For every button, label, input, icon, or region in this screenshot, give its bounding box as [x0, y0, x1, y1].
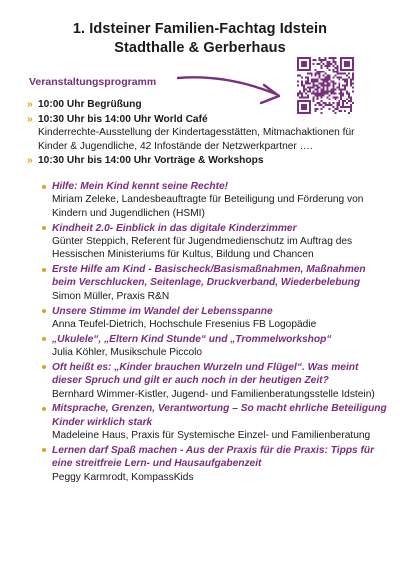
dot-icon — [42, 268, 46, 272]
talk-speaker: Madeleine Haus, Praxis für Systemische Einzel- und Familienberatung — [52, 430, 371, 442]
talk-speaker: Simon Müller, Praxis R&N — [52, 290, 170, 302]
talk-list — [52, 180, 390, 485]
page-subtitle: Stadthalle & Gerberhaus — [114, 40, 286, 56]
talk-item — [52, 305, 390, 332]
schedule-item-head: 10:30 Uhr bis 14:00 Uhr World Café — [38, 113, 208, 125]
talk-item — [52, 402, 390, 442]
dot-icon — [42, 448, 46, 452]
talk-item — [52, 263, 390, 303]
talk-title: Unsere Stimme im Wandel der Lebensspanne — [52, 305, 273, 317]
dot-icon — [42, 309, 46, 313]
double-chevron-icon: » — [27, 155, 33, 167]
talk-speaker: Anna Teufel-Dietrich, Hochschule Fresenius FB Logopädie — [52, 318, 317, 330]
schedule-list — [27, 98, 383, 169]
double-chevron-icon: » — [27, 99, 33, 110]
dot-icon — [42, 226, 46, 230]
schedule-item-head: 10:00 Uhr Begrüßung — [38, 99, 142, 110]
talk-item — [52, 222, 390, 262]
talk-item — [52, 333, 390, 360]
talk-item — [52, 361, 390, 401]
talk-speaker: Günter Steppich, Referent für Jugendmedienschutz im Auftrag des Hessischen Ministeriums für Kultus, Bildung und Chancen — [52, 235, 353, 261]
schedule-item — [27, 98, 383, 112]
talk-item — [52, 444, 390, 484]
schedule-item — [27, 154, 383, 168]
talk-item — [52, 180, 390, 220]
talk-title: Mitsprache, Grenzen, Verantwortung – So macht ehrliche Beteiligung Kinder wirklich stark — [52, 403, 387, 428]
talk-speaker: Julia Köhler, Musikschule Piccolo — [52, 347, 203, 359]
schedule-item-head: 10:30 Uhr bis 14:00 Uhr Vorträge & Workshops — [38, 155, 264, 167]
talk-speaker: Peggy Karmrodt, KompassKids — [52, 471, 194, 483]
talk-title: „Ukulele“, „Eltern Kind Stunde“ und „Trommelworkshop“ — [52, 333, 332, 345]
page-title: 1. Idsteiner Familien-Fachtag Idstein — [72, 21, 328, 37]
talk-title: Oft heißt es: „Kinder brauchen Wurzeln und Flügel“. Was meint dieser Spruch und gilt er auch noch in der heutigen Zeit? — [52, 361, 359, 387]
talk-title: Erste Hilfe am Kind - Basischeck/Basismaßnahmen, Maßnahmen beim Verschlucken, Seitenlage, Druckverband, Wiederbelebung — [52, 264, 366, 289]
dot-icon — [42, 185, 46, 189]
talk-title: Lernen darf Spaß machen - Aus der Praxis für die Praxis: Tipps für eine streitfreie Lern- und Hausaufgabenzeit — [52, 444, 375, 470]
schedule-item — [27, 113, 383, 154]
talk-title: Hilfe: Mein Kind kennt seine Rechte! — [52, 181, 229, 192]
schedule-item-desc: Kinderrechte-Ausstellung der Kindertagesstätten, Mitmachaktionen für Kinder & Jugendliche, 42 Infostände der Netzwerkpartner …. — [38, 127, 355, 152]
talk-speaker: Bernhard Wimmer-Kistler, Jugend- und Familienberatungsstelle Idstein) — [52, 388, 375, 400]
talk-speaker: Miriam Zeleke, Landesbeauftragte für Beteiligung und Förderung von Kindern und Jugendlichen (HSMI) — [52, 194, 364, 219]
dot-icon — [42, 337, 46, 341]
dot-icon — [42, 407, 46, 411]
section-label: Veranstaltungsprogramm — [29, 76, 157, 88]
double-chevron-icon: » — [27, 113, 33, 125]
talk-title: Kindheit 2.0- Einblick in das digitale Kinderzimmer — [52, 222, 297, 234]
dot-icon — [42, 365, 46, 369]
